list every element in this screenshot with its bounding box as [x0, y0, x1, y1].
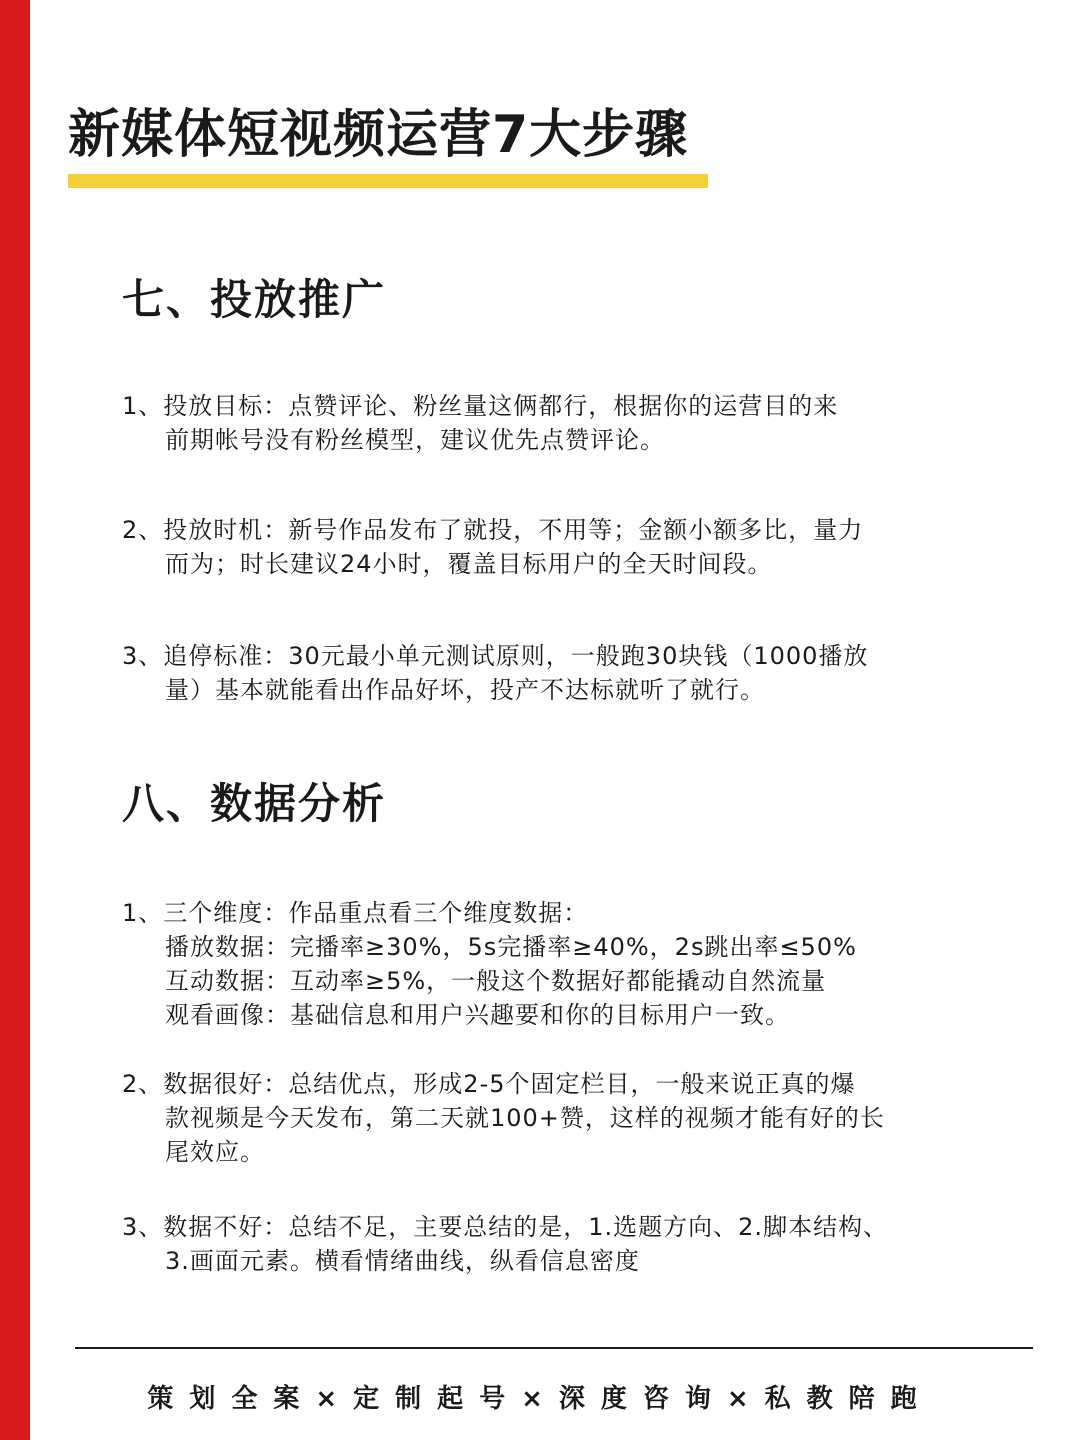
item-line: 2、数据很好：总结优点，形成2-5个固定栏目，一般来说正真的爆: [122, 1070, 856, 1098]
list-item: [122, 639, 982, 707]
list-item: [122, 389, 982, 457]
list-item: [122, 513, 982, 581]
footer-divider: [75, 1347, 1033, 1349]
item-line: 2、投放时机：新号作品发布了就投，不用等；金额小额多比，量力: [122, 516, 864, 544]
item-line: 前期帐号没有粉丝模型，建议优先点赞评论。: [165, 426, 665, 454]
item-line: 互动数据：互动率≥5%，一般这个数据好都能撬动自然流量: [165, 967, 827, 995]
section-heading: 七、投放推广: [122, 275, 387, 324]
left-accent-bar: [0, 0, 30, 1440]
list-item: [122, 1210, 982, 1278]
footer-tagline: 策划全案×定制起号×深度咨询×私教陪跑: [147, 1384, 933, 1414]
item-line: 而为；时长建议24小时，覆盖目标用户的全天时间段。: [165, 550, 773, 578]
section-data-analysis: [122, 776, 982, 1275]
item-line: 观看画像：基础信息和用户兴趣要和你的目标用户一致。: [165, 1001, 790, 1029]
item-line: 量）基本就能看出作品好坏，投产不达标就听了就行。: [165, 676, 765, 704]
list-item: [122, 1067, 982, 1169]
list-item: [122, 896, 982, 1032]
section-heading: 八、数据分析: [122, 779, 387, 828]
page-title: 新媒体短视频运营7大步骤: [68, 105, 689, 165]
section-promotion: [122, 272, 982, 704]
item-line: 尾效应。: [165, 1138, 265, 1166]
item-line: 3、追停标准：30元最小单元测试原则，一般跑30块钱（1000播放: [122, 642, 869, 670]
item-line: 1、投放目标：点赞评论、粉丝量这俩都行，根据你的运营目的来: [122, 392, 839, 420]
item-line: 3.画面元素。横看情绪曲线，纵看信息密度: [165, 1247, 640, 1275]
title-highlight: [68, 174, 708, 188]
item-line: 播放数据：完播率≥30%，5s完播率≥40%，2s跳出率≤50%: [165, 933, 857, 961]
title-block: [68, 100, 688, 170]
item-line: 1、三个维度：作品重点看三个维度数据：: [122, 899, 589, 927]
item-line: 3、数据不好：总结不足，主要总结的是，1.选题方向、2.脚本结构、: [122, 1213, 889, 1241]
item-line: 款视频是今天发布，第二天就100+赞，这样的视频才能有好的长: [165, 1104, 885, 1132]
